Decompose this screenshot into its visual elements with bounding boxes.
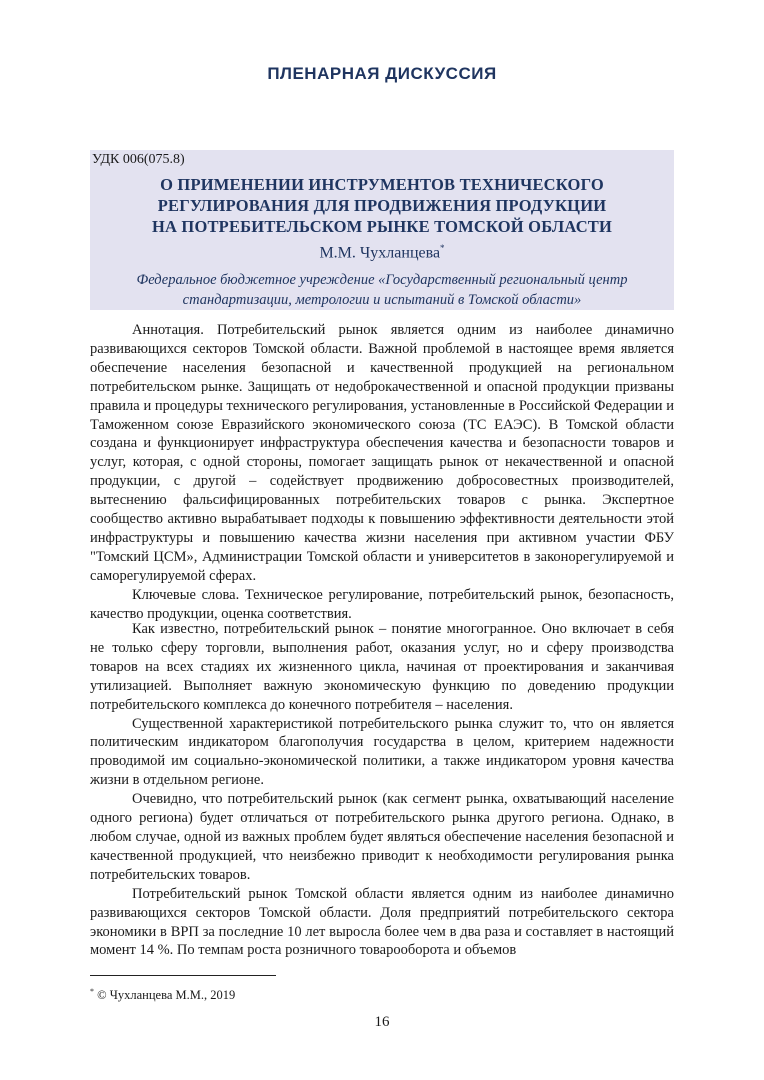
page-number: 16 [374, 1014, 390, 1030]
article-title-line: О ПРИМЕНЕНИИ ИНСТРУМЕНТОВ ТЕХНИЧЕСКОГО [160, 175, 604, 194]
author-name: М.М. Чухланцева [319, 244, 441, 262]
section-title: ПЛЕНАРНАЯ ДИСКУССИЯ [267, 64, 497, 83]
affiliation-line: стандартизации, метрологии и испытаний в Томской области» [182, 292, 582, 308]
affiliation [90, 270, 674, 310]
abstract-paragraph: Аннотация. Потребительский рынок является одним из наиболее динамично развивающихся секторов Томской области. Важной проблемой в настоящее время является обеспечение населения безопасной и качественной продукцией на региональном потребительском рынке. Защищать от недоброкачественной и опасной продукции призваны правила и процедуры технического регулирования, установленные в Российской Федерации и Таможенном союзе Евразийского экономического союза (ТС ЕАЭС). В Томской области создана и функционирует инфраструктура обеспечения качества и безопасности товаров и услуг, которая, с одной стороны, помогает защищать рынок от некачественной и опасной продукции, с другой – содействует продвижению добросовестных производителей, вытеснению фальсифицированных потребительских товаров с рынка. Экспертное сообщество активно вырабатывает подходы к повышению эффективности деятельности этой инфраструктуры и повышению качества жизни населения при активном участии ФБУ "Томский ЦСМ», Администрации Томской области и университетов в законорегулируемой и саморегулируемой сферах. [90, 322, 674, 584]
affiliation-line: Федеральное бюджетное учреждение «Государственный региональный центр [136, 272, 628, 288]
author [90, 243, 674, 262]
footnote [90, 987, 235, 1003]
footnote-mark: * [90, 987, 94, 996]
body-text [90, 620, 674, 960]
body-paragraph: Существенной характеристикой потребительского рынка служит то, что он является политическим индикатором благополучия государства в целом, критерием надежности проводимой им социально-экономической политики, а также индикатором уровня качества жизни в отдельном регионе. [90, 715, 674, 789]
abstract-block [90, 321, 674, 624]
body-paragraph: Как известно, потребительский рынок – понятие многогранное. Оно включает в себя не только сферу торговли, выполнения работ, оказания услуг, но и сферу производства товаров на всех стадиях их жизненного цикла, начиная от проектирования и заканчивая утилизацией. Выполняет важную экономическую функцию по доведению продукции потребительского комплекса до конечного потребителя – населения. [90, 621, 674, 713]
article-title-line: РЕГУЛИРОВАНИЯ ДЛЯ ПРОДВИЖЕНИЯ ПРОДУКЦИИ [157, 196, 607, 215]
article-title [90, 174, 674, 237]
article-title-line: НА ПОТРЕБИТЕЛЬСКОМ РЫНКЕ ТОМСКОЙ ОБЛАСТИ [151, 217, 613, 236]
body-paragraph: Очевидно, что потребительский рынок (как сегмент рынка, охватывающий население одного региона) будет отличаться от потребительского рынка другого региона. Однако, в любом случае, одной из важных проблем будет являться обеспечение населения безопасной и качественной продукцией, что неизбежно приводит к необходимости регулирования рынка потребительских товаров. [90, 791, 674, 883]
udk-code: УДК 006(075.8) [92, 152, 185, 167]
footnote-text: © Чухланцева М.М., 2019 [97, 988, 236, 1003]
footnote-divider [90, 975, 276, 976]
keywords-paragraph: Ключевые слова. Техническое регулирование, потребительский рынок, безопасность, качество продукции, оценка соответствия. [90, 586, 674, 622]
body-paragraph: Потребительский рынок Томской области является одним из наиболее динамично развивающихся секторов Томской области. Доля предприятий потребительского сектора экономики в ВРП за последние 10 лет выросла более чем в два раза и составляет в настоящий момент 14 %. По темпам роста розничного товарооборота и объемов [90, 885, 674, 959]
author-footnote-mark: * [440, 243, 445, 253]
